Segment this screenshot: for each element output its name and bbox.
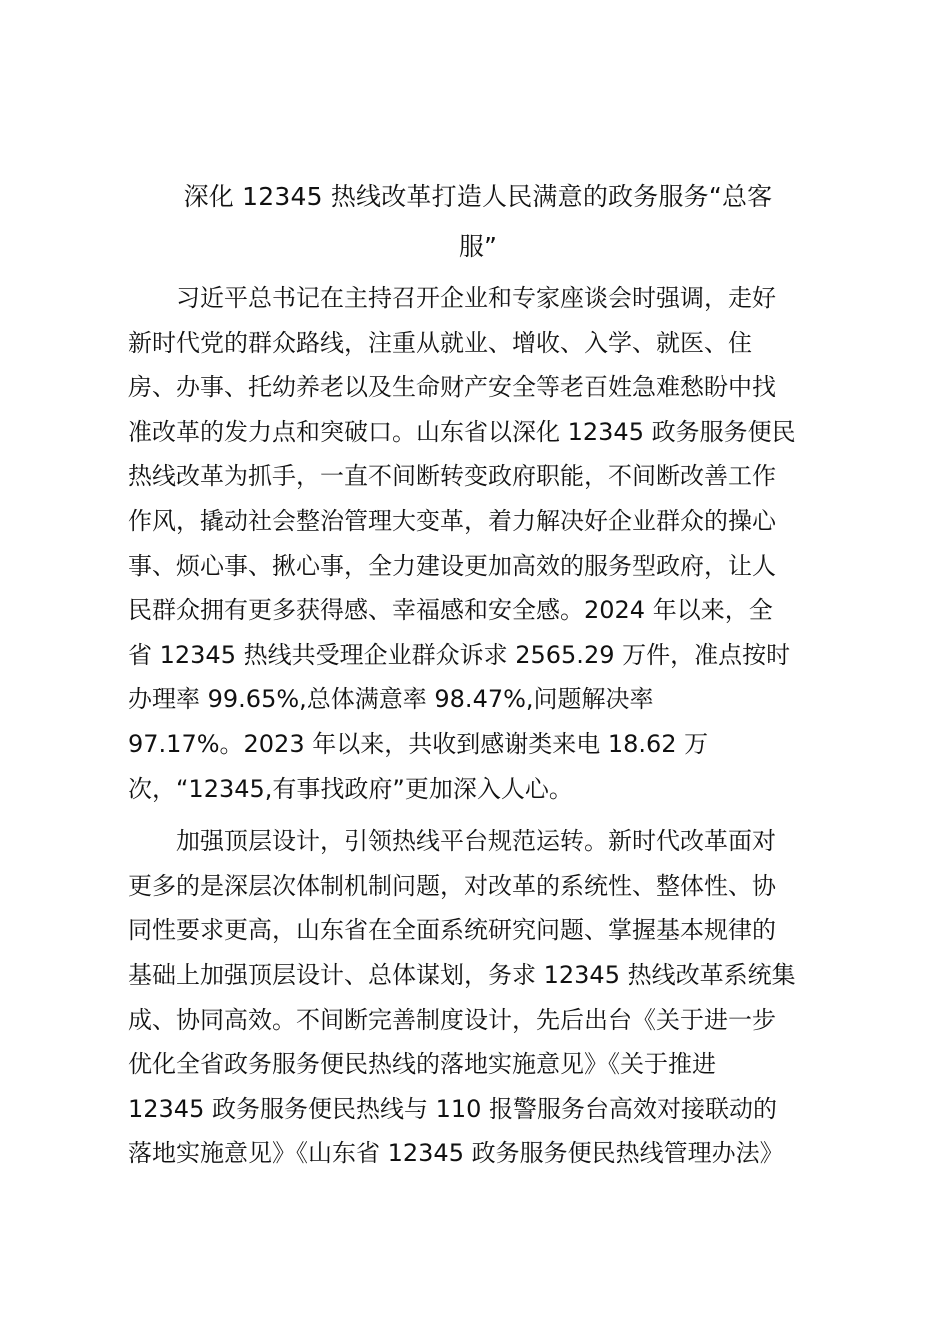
paragraph-line: 基础上加强顶层设计、总体谋划，务求 12345 热线改革系统集 [128,960,796,989]
paragraph-line: 习近平总书记在主持召开企业和专家座谈会时强调，走好 [176,284,776,312]
paragraph-line: 热线改革为抓手，一直不间断转变政府职能，不间断改善工作 [128,462,776,491]
paragraph-line: 新时代党的群众路线，注重从就业、增收、入学、就医、住 [128,328,752,357]
paragraph-line: 办理率 99.65%,总体满意率 98.47%,问题解决率 [128,685,654,714]
title-line-1: 深化 12345 热线改革打造人民满意的政务服务“总客 [183,182,773,211]
paragraph-line: 作风，撬动社会整治管理大变革，着力解决好企业群众的操心 [128,506,776,535]
title-line-2: 服” [458,232,498,261]
paragraph-line: 事、烦心事、揪心事，全力建设更加高效的服务型政府，让人 [128,551,776,580]
paragraph-line: 97.17%。2023 年以来，共收到感谢类来电 18.62 万 [128,729,709,758]
paragraph-line: 省 12345 热线共受理企业群众诉求 2565.29 万件，准点按时 [128,640,791,669]
paragraph-line: 落地实施意见》《山东省 12345 政务服务便民热线管理办法》 [128,1139,784,1168]
paragraph-2 [128,819,838,1176]
paragraph-line: 更多的是深层次体制机制问题，对改革的系统性、整体性、协 [128,871,776,900]
paragraph-1 [128,276,838,811]
document-title [128,172,828,272]
paragraph-line: 优化全省政务服务便民热线的落地实施意见》《关于推进 [128,1050,716,1079]
paragraph-line: 加强顶层设计，引领热线平台规范运转。新时代改革面对 [176,827,776,856]
paragraph-line: 房、办事、托幼养老以及生命财产安全等老百姓急难愁盼中找 [128,373,776,402]
paragraph-line: 12345 政务服务便民热线与 110 报警服务台高效对接联动的 [128,1094,778,1123]
paragraph-line: 成、协同高效。不间断完善制度设计，先后出台《关于进一步 [128,1005,776,1034]
paragraph-line: 准改革的发力点和突破口。山东省以深化 12345 政务服务便民 [128,417,796,446]
paragraph-line: 民群众拥有更多获得感、幸福感和安全感。2024 年以来，全 [128,596,773,625]
paragraph-line: 次，“12345,有事找政府”更加深入人心。 [128,774,573,803]
document-body [128,276,838,1184]
paragraph-line: 同性要求更高，山东省在全面系统研究问题、掌握基本规律的 [128,916,776,945]
